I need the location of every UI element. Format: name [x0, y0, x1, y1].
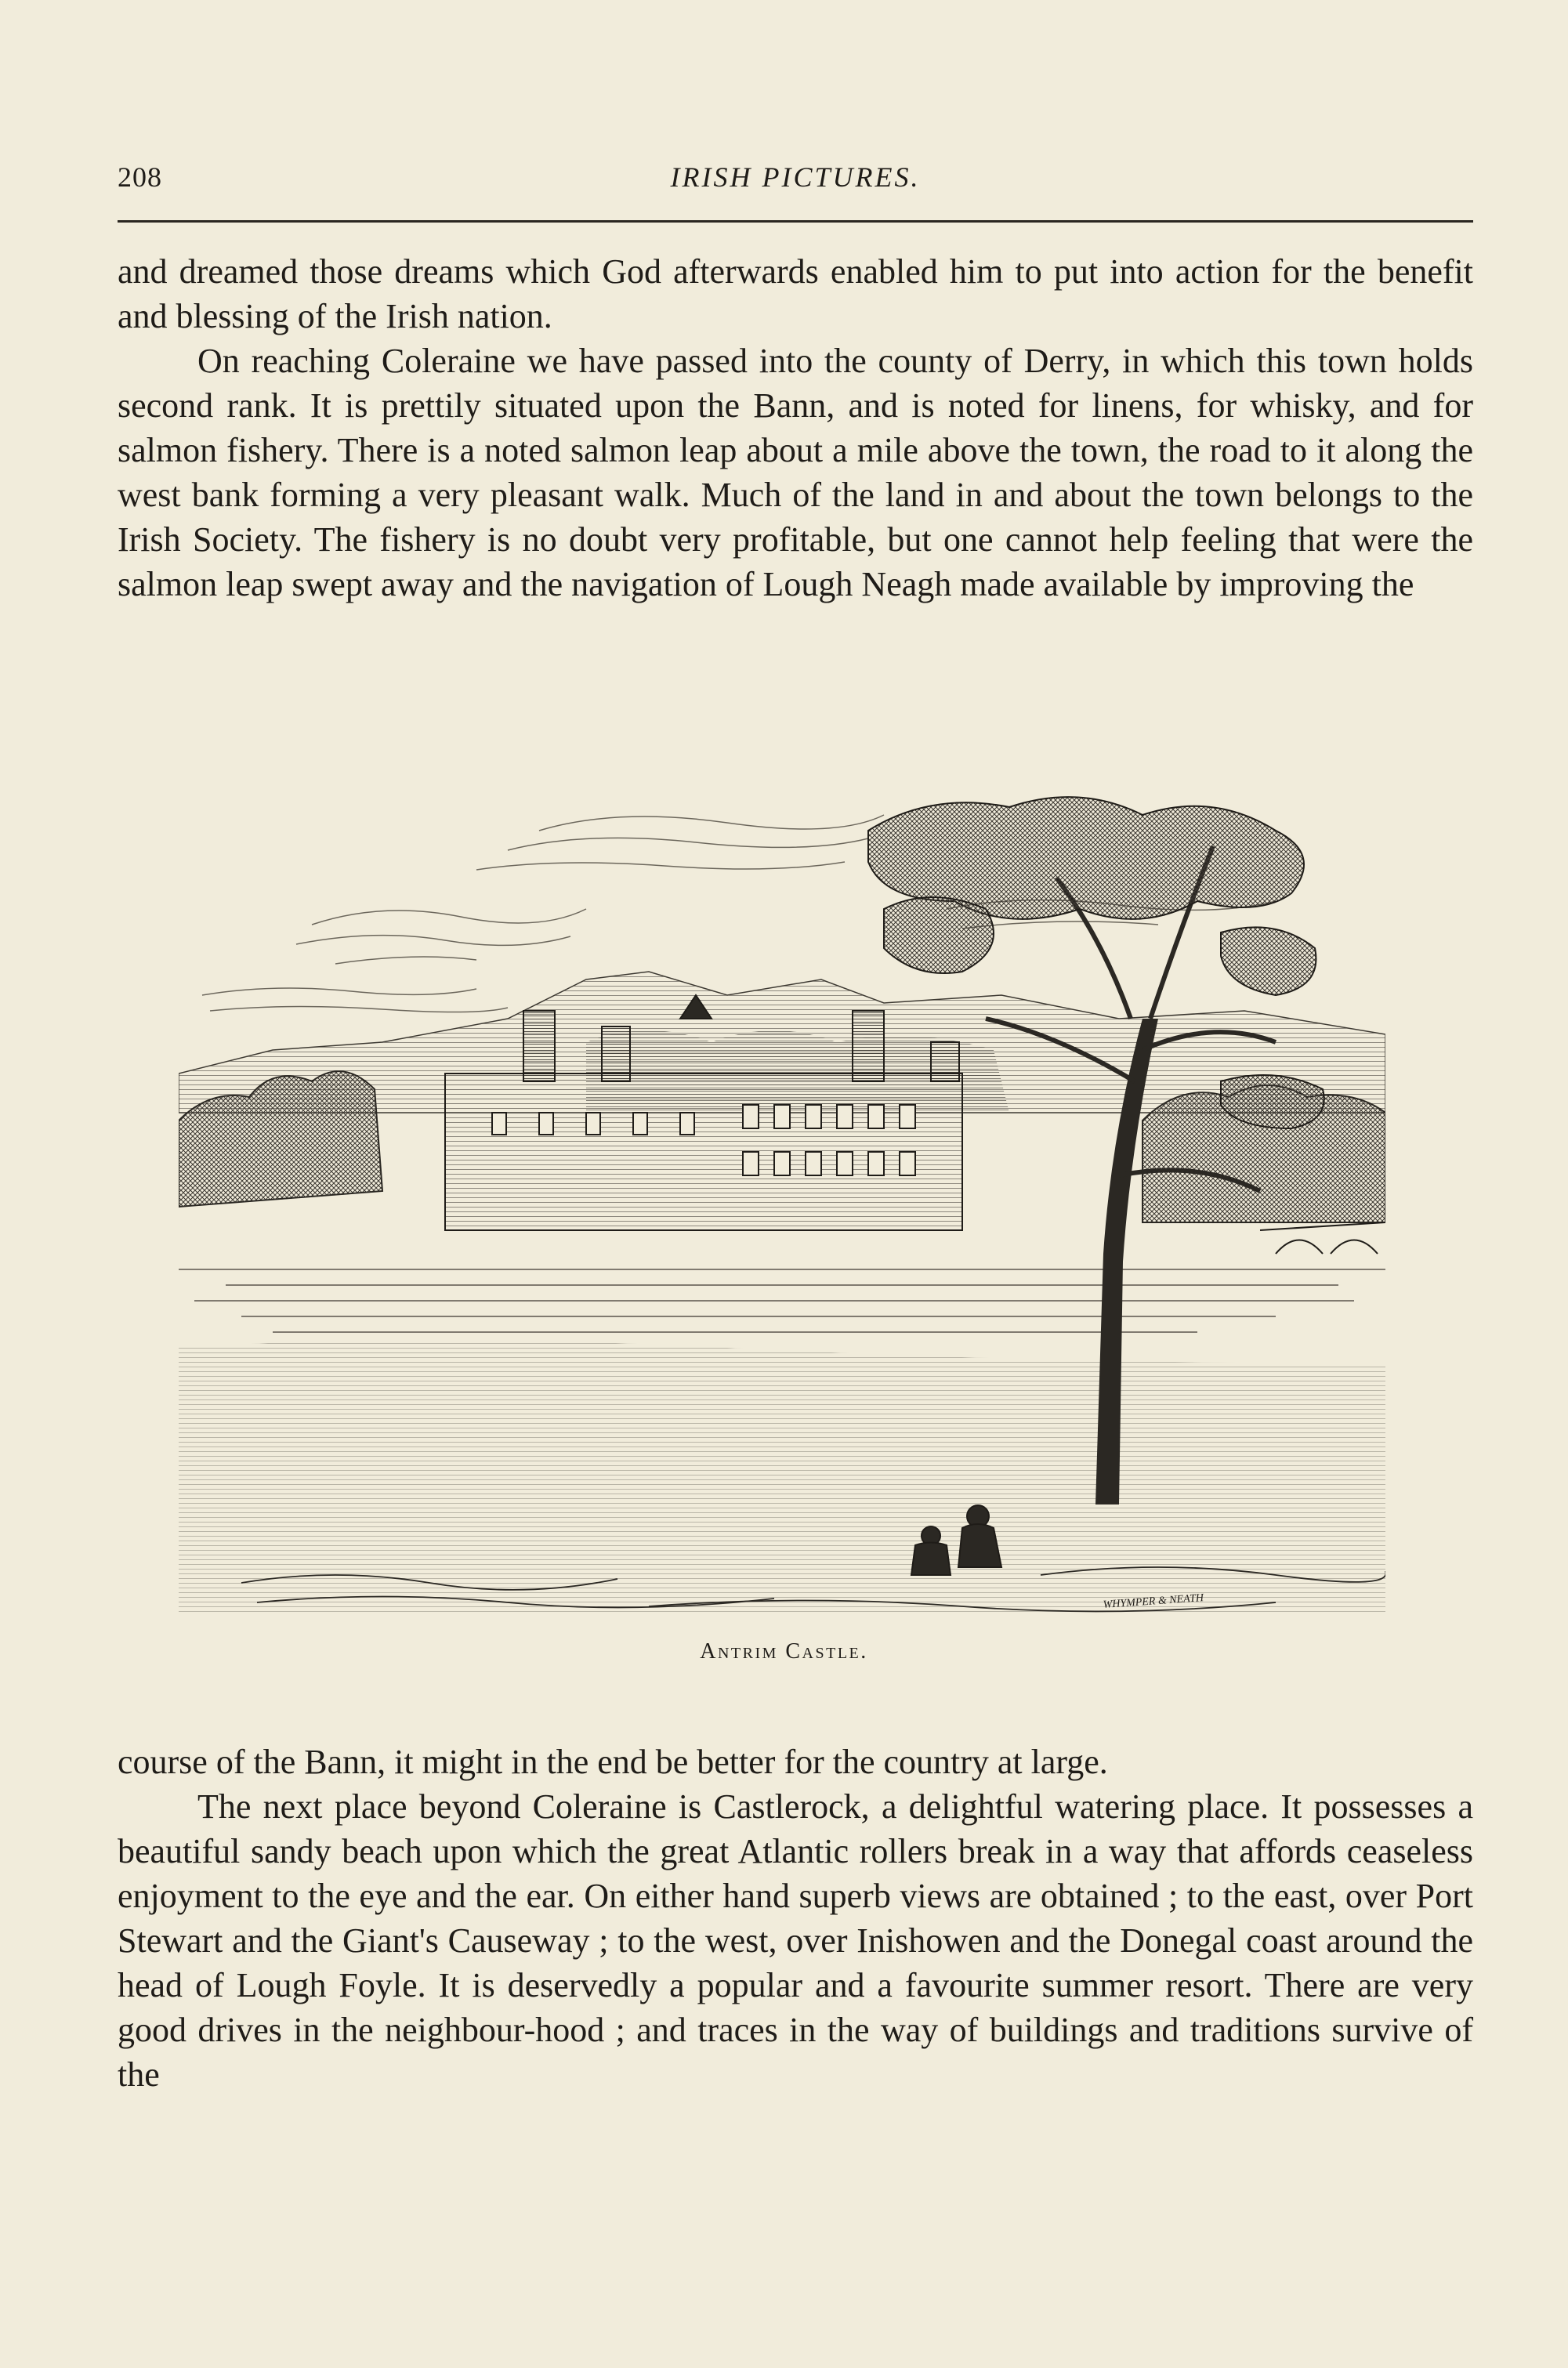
paragraph: and dreamed those dreams which God afterwards enabled him to put into action for the benefit and blessing of the Irish nation. [118, 252, 1473, 335]
bridge [1260, 1222, 1385, 1254]
page-header [118, 161, 1473, 208]
running-title: IRISH PICTURES. [670, 161, 921, 193]
paragraph: The next place beyond Coleraine is Castlerock, a delightful watering place. It possesses a beautiful sandy beach upon which the great Atlantic rollers break in a way that affords ceaseless enjoyment to the eye and the ear. On either hand superb views are obtained ; to the east, over Port Stewart and the Giant's Causeway ; to the west, over Inishowen and the Donegal coast around the head of Lough Foyle. It is deservedly a popular and a favourite summer resort. There are very good drives in the neighbour-hood ; and traces in the way of buildings and traditions survive of the [118, 1787, 1473, 2094]
engraver-signature: WHYMPER & NEATH [1103, 1592, 1204, 1611]
body-text-bottom [118, 1740, 1473, 2097]
engraving-illustration [179, 784, 1385, 1630]
engraving-antrim-castle [179, 784, 1385, 1630]
header-rule [118, 220, 1473, 223]
paragraph: On reaching Coleraine we have passed into the county of Derry, in which this town holds second rank. It is prettily situated upon the Bann, and is noted for linens, for whisky, and for salmon fishery. There is a noted salmon leap about a mile above the town, the road to it along the west bank forming a very pleasant walk. Much of the land in and about the town belongs to the Irish Society. The fishery is no doubt very profitable, but one cannot help feeling that were the salmon leap swept away and the navigation of Lough Neagh made available by improving the [118, 342, 1473, 603]
page-number: 208 [118, 161, 162, 193]
figure-caption: Antrim Castle. [700, 1639, 868, 1664]
body-text-top [118, 249, 1473, 606]
paragraph: course of the Bann, it might in the end be better for the country at large. [118, 1743, 1108, 1781]
river [179, 1269, 1385, 1332]
meadow [179, 1340, 1385, 1614]
